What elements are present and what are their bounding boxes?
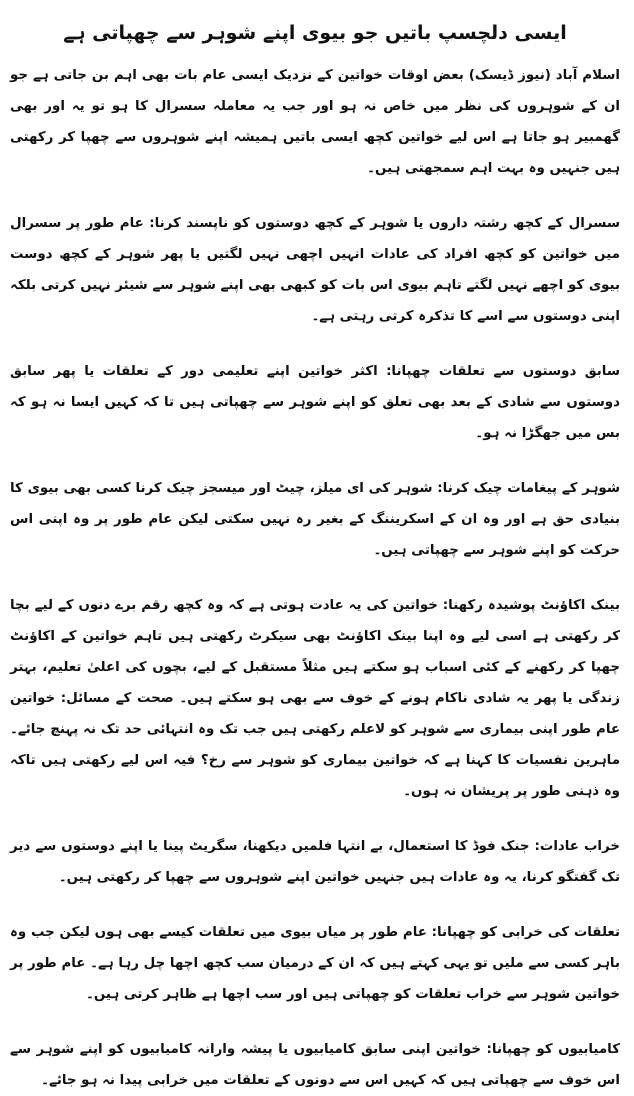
paragraph-bad-habits: خراب عادات: جنک فوڈ کا استعمال، بے انتہا فلمیں دیکھنا، سگریٹ پینا یا اپنے دوستوں سے دیر تک گفتگو کرنا، یہ وہ عادات ہیں جنہیں خواتین اپنے شوہروں سے چھپا کر رکھتی ہیں۔ <box>10 839 620 885</box>
paragraph-intro: اسلام آباد (نیوز ڈیسک) بعض اوقات خواتین کے نزدیک ایسی عام بات بھی اہم بن جاتی ہے جو ان کے شوہروں کی نظر میں خاص نہ ہو اور جب یہ معاملہ سسرال کا ہو تو یہ اور بھی گھمبیر ہو جاتا ہے اس لیے خواتین کچھ ایسی باتیں ہمیشہ اپنے شوہروں سے چھپا کر رکھتی ہیں جنہیں وہ بہت اہم سمجھتی ہیں۔ <box>10 68 620 176</box>
article <box>10 18 620 1096</box>
paragraph-relationship-problems: تعلقات کی خرابی کو چھپانا: عام طور پر میاں بیوی میں تعلقات کیسے بھی ہوں لیکن جب وہ باہر کسی سے ملیں تو یہی کہتے ہیں کہ ان کے درمیان سب کچھ اچھا چل رہا ہے۔ عام طور پر خواتین شوہر سے خراب تعلقات کو چھپاتی ہیں اور سب اچھا ہے ظاہر کرتی ہیں۔ <box>10 925 620 1002</box>
paragraph-achievements: کامیابیوں کو چھپانا: خواتین اپنی سابق کامیابیوں یا پیشہ وارانہ کامیابیوں کو اپنے شوہر سے اس خوف سے چھپاتی ہیں کہ کہیں اس سے دونوں کے تعلقات میں خرابی پیدا نہ ہو جائے۔ <box>10 1042 620 1088</box>
paragraph-former-friends: سابق دوستوں سے تعلقات چھپانا: اکثر خواتین اپنے تعلیمی دور کے تعلقات یا پھر سابق دوستوں سے شادی کے بعد بھی تعلق کو اپنے شوہر سے چھپاتی ہیں تا کہ کہیں ایسا نہ ہو کہ بس میں جھگڑا نہ ہو۔ <box>10 364 620 441</box>
paragraph-in-laws: سسرال کے کچھ رشتہ داروں یا شوہر کے کچھ دوستوں کو ناپسند کرنا: عام طور پر سسرال میں خواتین کو کچھ افراد کی عادات انہیں اچھی نہیں لگتیں یا پھر شوہر کے کچھ دوست بیوی کو اچھے نہیں لگتے تاہم بیوی اس بات کو کبھی بھی اپنے شوہر سے شیئر نہیں کرتی بلکہ اپنی دوستوں سے اسے کا تذکرہ کرتی رہتی ہے۔ <box>10 216 620 324</box>
paragraph-bank-account-health: بینک اکاؤنٹ پوشیدہ رکھنا: خواتین کی یہ عادت ہوتی ہے کہ وہ کچھ رقم برے دنوں کے لیے بچا کر رکھتی ہے اسی لیے وہ اپنا بینک اکاؤنٹ بھی سیکرٹ رکھتی ہیں تاہم خواتین کے اکاؤنٹ چھپا کر رکھنے کے کئی اسباب ہو سکتے ہیں مثلاً مستقبل کے لیے، بچوں کی اعلیٰ تعلیم، بہتر زندگی یا پھر یہ شادی ناکام ہونے کے خوف سے بھی ہو سکتے ہیں۔ صحت کے مسائل: خواتین عام طور اپنی بیماری سے شوہر کو لاعلم رکھتی ہیں جب تک وہ انتہائی حد تک نہ پہنچ جائے۔ ماہرین نفسیات کا کہنا ہے کہ خواتین بیماری کو شوہر سے رخ؟ فیہ اس لیے رکھتی ہیں تاکہ وہ ذہنی طور پر پریشان نہ ہوں۔ <box>10 598 620 799</box>
paragraph-checking-messages: شوہر کے پیغامات چیک کرنا: شوہر کی ای میلز، چیٹ اور میسجز چیک کرنا کسی بھی بیوی کا بنیادی حق ہے اور وہ ان کے اسکریننگ کے بغیر رہ نہیں سکتی لیکن عام طور پر وہ اپنی اس حرکت کو اپنے شوہر سے چھپاتی ہیں۔ <box>10 481 620 558</box>
article-title: ایسی دلچسپ باتیں جو بیوی اپنے شوہر سے چھپاتی ہے <box>63 22 567 44</box>
